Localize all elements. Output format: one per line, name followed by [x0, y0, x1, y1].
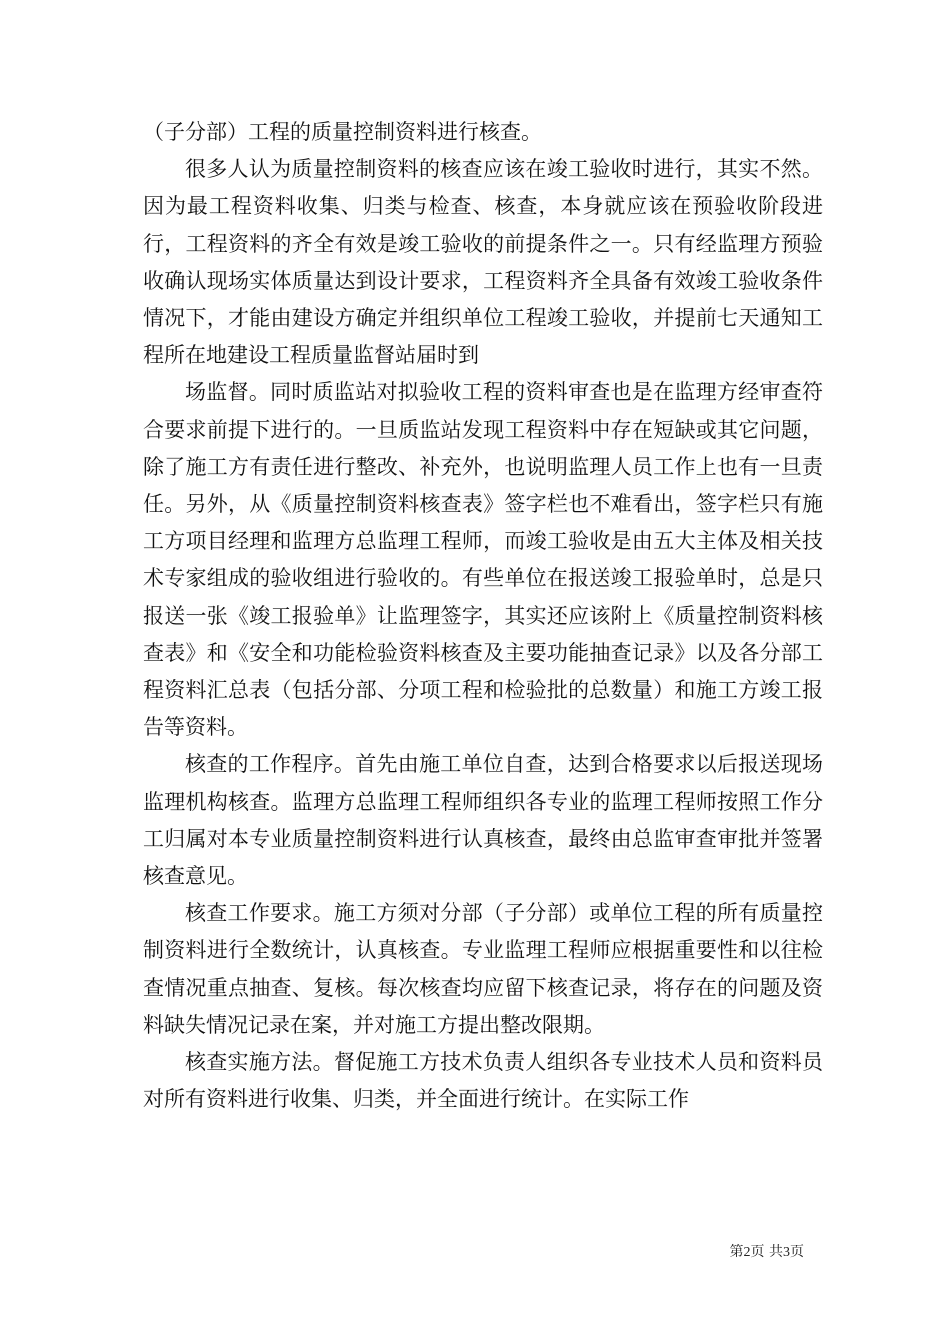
- paragraph-4: 核查的工作程序。首先由施工单位自查，达到合格要求以后报送现场监理机构核查。监理方总监理工程师组织各专业的监理工程师按照工作分工归属对本专业质量控制资料进行认真核查，最终由总监审查审批并签署核查意见。: [143, 752, 823, 889]
- paragraph-5: 核查工作要求。施工方须对分部（子分部）或单位工程的所有质量控制资料进行全数统计，认真核查。专业监理工程师应根据重要性和以往检查情况重点抽查、复核。每次核查均应留下核查记录，将存在的问题及资料缺失情况记录在案，并对施工方提出整改限期。: [143, 901, 823, 1037]
- paragraph-6: 核查实施方法。督促施工方技术负责人组织各专业技术人员和资料员对所有资料进行收集、归类，并全面进行统计。在实际工作: [143, 1050, 823, 1112]
- footer-suffix: 页: [790, 1244, 804, 1260]
- current-page-number: 2: [743, 1245, 751, 1260]
- paragraph-2: 很多人认为质量控制资料的核查应该在竣工验收时进行，其实不然。因为最工程资料收集、归类与检查、核查，本身就应该在预验收阶段进行，工程资料的齐全有效是竣工验收的前提条件之一。只有经监理方预验收确认现场实体质量达到设计要求，工程资料齐全具备有效竣工验收条件情况下，才能由建设方确定并组织单位工程竣工验收，并提前七天通知工程所在地建设工程质量监督站届时到: [143, 157, 823, 368]
- footer-prefix: 第: [729, 1244, 744, 1260]
- footer-middle: 页 共: [750, 1244, 783, 1260]
- total-page-number: 3: [783, 1245, 790, 1260]
- paragraph-3: 场监督。同时质监站对拟验收工程的资料审查也是在监理方经审查符合要求前提下进行的。一旦质监站发现工程资料中存在短缺或其它问题，除了施工方有责任进行整改、补充外，也说明监理人员工作上也有一旦责任。另外，从《质量控制资料核查表》签字栏也不难看出，签字栏只有施工方项目经理和监理方总监理工程师，而竣工验收是由五大主体及相关技术专家组成的验收组进行验收的。有些单位在报送竣工报验单时，总是只报送一张《竣工报验单》让监理签字，其实还应该附上《质量控制资料核查表》和《安全和功能检验资料核查及主要功能抽查记录》以及各分部工程资料汇总表（包括分部、分项工程和检验批的总数量）和施工方竣工报告等资料。: [143, 380, 823, 740]
- paragraph-1: （子分部）工程的质量控制资料进行核查。: [143, 120, 542, 144]
- page-number-footer: [730, 1241, 804, 1261]
- body-text: [143, 114, 823, 1118]
